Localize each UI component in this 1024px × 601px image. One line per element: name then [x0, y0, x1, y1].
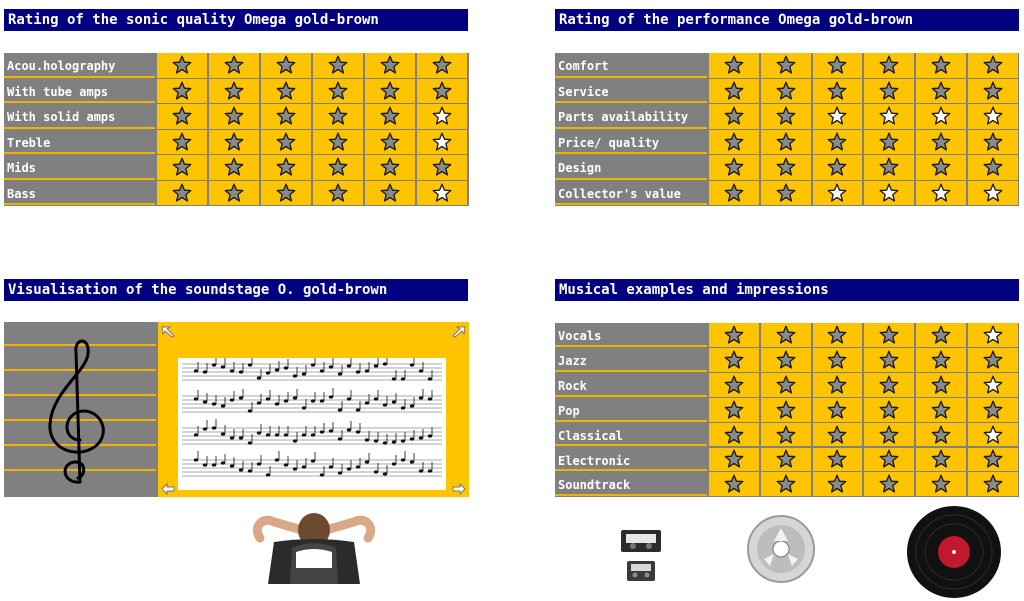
filled-star-icon — [313, 79, 363, 104]
filled-star-icon — [864, 53, 914, 78]
filled-star-icon — [313, 130, 363, 155]
filled-star-icon — [157, 181, 207, 206]
row-label: Electronic — [555, 448, 707, 472]
filled-star-icon — [709, 472, 759, 496]
empty-star-icon — [916, 181, 966, 206]
filled-star-icon — [157, 104, 207, 129]
vinyl-record-icon — [906, 505, 1002, 599]
filled-star-icon — [709, 348, 759, 372]
empty-star-icon — [968, 323, 1018, 347]
filled-star-icon — [709, 104, 759, 129]
filled-star-icon — [813, 448, 863, 472]
empty-star-icon — [813, 181, 863, 206]
table-row — [555, 398, 1019, 422]
filled-star-icon — [916, 79, 966, 104]
filled-star-icon — [813, 373, 863, 397]
filled-star-icon — [916, 373, 966, 397]
soundstage-title: Visualisation of the soundstage O. gold-brown — [4, 279, 468, 301]
expand-arrow-icon[interactable] — [452, 483, 466, 495]
table-row — [4, 130, 469, 155]
empty-star-icon — [916, 104, 966, 129]
filled-star-icon — [709, 155, 759, 180]
filled-star-icon — [209, 181, 259, 206]
empty-star-icon — [864, 104, 914, 129]
filled-star-icon — [209, 104, 259, 129]
empty-star-icon — [813, 104, 863, 129]
filled-star-icon — [157, 155, 207, 180]
filled-star-icon — [157, 79, 207, 104]
filled-star-icon — [968, 348, 1018, 372]
filled-star-icon — [709, 448, 759, 472]
filled-star-icon — [365, 155, 415, 180]
filled-star-icon — [313, 104, 363, 129]
table-row — [555, 423, 1019, 447]
filled-star-icon — [813, 423, 863, 447]
table-row — [555, 448, 1019, 472]
row-label: Mids — [4, 155, 155, 180]
filled-star-icon — [209, 53, 259, 78]
row-label: Pop — [555, 398, 707, 422]
filled-star-icon — [813, 398, 863, 422]
filled-star-icon — [709, 79, 759, 104]
filled-star-icon — [313, 53, 363, 78]
filled-star-icon — [761, 348, 811, 372]
row-label: With tube amps — [4, 79, 155, 104]
filled-star-icon — [313, 181, 363, 206]
filled-star-icon — [864, 130, 914, 155]
filled-star-icon — [968, 53, 1018, 78]
table-row — [555, 323, 1019, 347]
row-label: Comfort — [555, 53, 707, 78]
filled-star-icon — [864, 323, 914, 347]
filled-star-icon — [365, 79, 415, 104]
table-row — [4, 53, 469, 78]
filled-star-icon — [261, 155, 311, 180]
filled-star-icon — [313, 155, 363, 180]
filled-star-icon — [968, 79, 1018, 104]
performance-title: Rating of the performance Omega gold-brown — [555, 9, 1019, 31]
filled-star-icon — [261, 79, 311, 104]
row-label: Acou.holography — [4, 53, 155, 78]
table-row — [555, 155, 1019, 180]
filled-star-icon — [261, 130, 311, 155]
filled-star-icon — [916, 155, 966, 180]
row-label: Vocals — [555, 323, 707, 347]
filled-star-icon — [916, 448, 966, 472]
table-row — [4, 79, 469, 104]
filled-star-icon — [968, 155, 1018, 180]
table-row — [555, 472, 1019, 496]
row-label: Price/ quality — [555, 130, 707, 155]
filled-star-icon — [761, 448, 811, 472]
filled-star-icon — [864, 448, 914, 472]
row-label: Rock — [555, 373, 707, 397]
empty-star-icon — [417, 181, 467, 206]
filled-star-icon — [709, 398, 759, 422]
filled-star-icon — [916, 323, 966, 347]
table-row — [555, 104, 1019, 129]
filled-star-icon — [813, 323, 863, 347]
table-row — [555, 181, 1019, 206]
filled-star-icon — [813, 155, 863, 180]
reel-to-reel-tape-icon — [746, 514, 816, 584]
filled-star-icon — [761, 53, 811, 78]
sheet-music-image — [178, 358, 446, 490]
filled-star-icon — [417, 155, 467, 180]
performance-table — [555, 53, 1019, 206]
filled-star-icon — [864, 398, 914, 422]
filled-star-icon — [209, 79, 259, 104]
filled-star-icon — [709, 181, 759, 206]
filled-star-icon — [864, 423, 914, 447]
filled-star-icon — [709, 373, 759, 397]
table-row — [4, 181, 469, 206]
filled-star-icon — [761, 373, 811, 397]
filled-star-icon — [261, 181, 311, 206]
filled-star-icon — [916, 423, 966, 447]
filled-star-icon — [864, 373, 914, 397]
filled-star-icon — [709, 53, 759, 78]
table-row — [555, 79, 1019, 104]
filled-star-icon — [813, 53, 863, 78]
empty-star-icon — [968, 181, 1018, 206]
filled-star-icon — [813, 79, 863, 104]
filled-star-icon — [157, 53, 207, 78]
row-label: Collector's value — [555, 181, 707, 206]
table-row — [555, 130, 1019, 155]
row-label: Treble — [4, 130, 155, 155]
filled-star-icon — [209, 155, 259, 180]
filled-star-icon — [761, 104, 811, 129]
filled-star-icon — [761, 398, 811, 422]
filled-star-icon — [761, 323, 811, 347]
table-row — [555, 373, 1019, 397]
filled-star-icon — [968, 448, 1018, 472]
filled-star-icon — [709, 323, 759, 347]
row-label: Service — [555, 79, 707, 104]
empty-star-icon — [417, 130, 467, 155]
empty-star-icon — [968, 423, 1018, 447]
row-label: Design — [555, 155, 707, 180]
expand-arrow-icon[interactable] — [161, 483, 175, 495]
filled-star-icon — [864, 472, 914, 496]
filled-star-icon — [365, 53, 415, 78]
table-row — [4, 104, 469, 129]
filled-star-icon — [761, 130, 811, 155]
empty-star-icon — [968, 373, 1018, 397]
row-label: Jazz — [555, 348, 707, 372]
row-label: Bass — [4, 181, 155, 206]
filled-star-icon — [813, 472, 863, 496]
filled-star-icon — [916, 348, 966, 372]
filled-star-icon — [261, 53, 311, 78]
filled-star-icon — [916, 53, 966, 78]
filled-star-icon — [761, 181, 811, 206]
musical-examples-title: Musical examples and impressions — [555, 279, 1019, 301]
sonic-quality-title: Rating of the sonic quality Omega gold-brown — [4, 9, 468, 31]
filled-star-icon — [761, 155, 811, 180]
row-label: With solid amps — [4, 104, 155, 129]
filled-star-icon — [761, 472, 811, 496]
filled-star-icon — [916, 398, 966, 422]
listener-in-armchair-image — [252, 508, 376, 584]
soundstage-area — [158, 322, 469, 497]
table-row — [555, 53, 1019, 78]
filled-star-icon — [709, 130, 759, 155]
filled-star-icon — [365, 104, 415, 129]
filled-star-icon — [261, 104, 311, 129]
filled-star-icon — [916, 472, 966, 496]
filled-star-icon — [209, 130, 259, 155]
filled-star-icon — [864, 79, 914, 104]
filled-star-icon — [813, 348, 863, 372]
filled-star-icon — [864, 155, 914, 180]
empty-star-icon — [417, 104, 467, 129]
row-label: Soundtrack — [555, 472, 707, 496]
table-row — [555, 348, 1019, 372]
expand-arrow-icon[interactable] — [452, 326, 466, 338]
table-row — [4, 155, 469, 180]
expand-arrow-icon[interactable] — [161, 326, 175, 338]
filled-star-icon — [365, 130, 415, 155]
treble-clef-icon — [42, 332, 112, 492]
soundstage-panel — [4, 322, 469, 497]
empty-star-icon — [864, 181, 914, 206]
filled-star-icon — [761, 423, 811, 447]
filled-star-icon — [417, 53, 467, 78]
filled-star-icon — [864, 348, 914, 372]
sonic-quality-table — [4, 53, 469, 206]
filled-star-icon — [813, 130, 863, 155]
filled-star-icon — [761, 79, 811, 104]
filled-star-icon — [417, 79, 467, 104]
filled-star-icon — [709, 423, 759, 447]
filled-star-icon — [968, 398, 1018, 422]
filled-star-icon — [968, 130, 1018, 155]
row-label: Parts availability — [555, 104, 707, 129]
filled-star-icon — [157, 130, 207, 155]
row-label: Classical — [555, 423, 707, 447]
musical-examples-table — [555, 323, 1019, 497]
empty-star-icon — [968, 104, 1018, 129]
cassette-tapes-icon — [620, 528, 662, 584]
filled-star-icon — [968, 472, 1018, 496]
filled-star-icon — [365, 181, 415, 206]
filled-star-icon — [916, 130, 966, 155]
